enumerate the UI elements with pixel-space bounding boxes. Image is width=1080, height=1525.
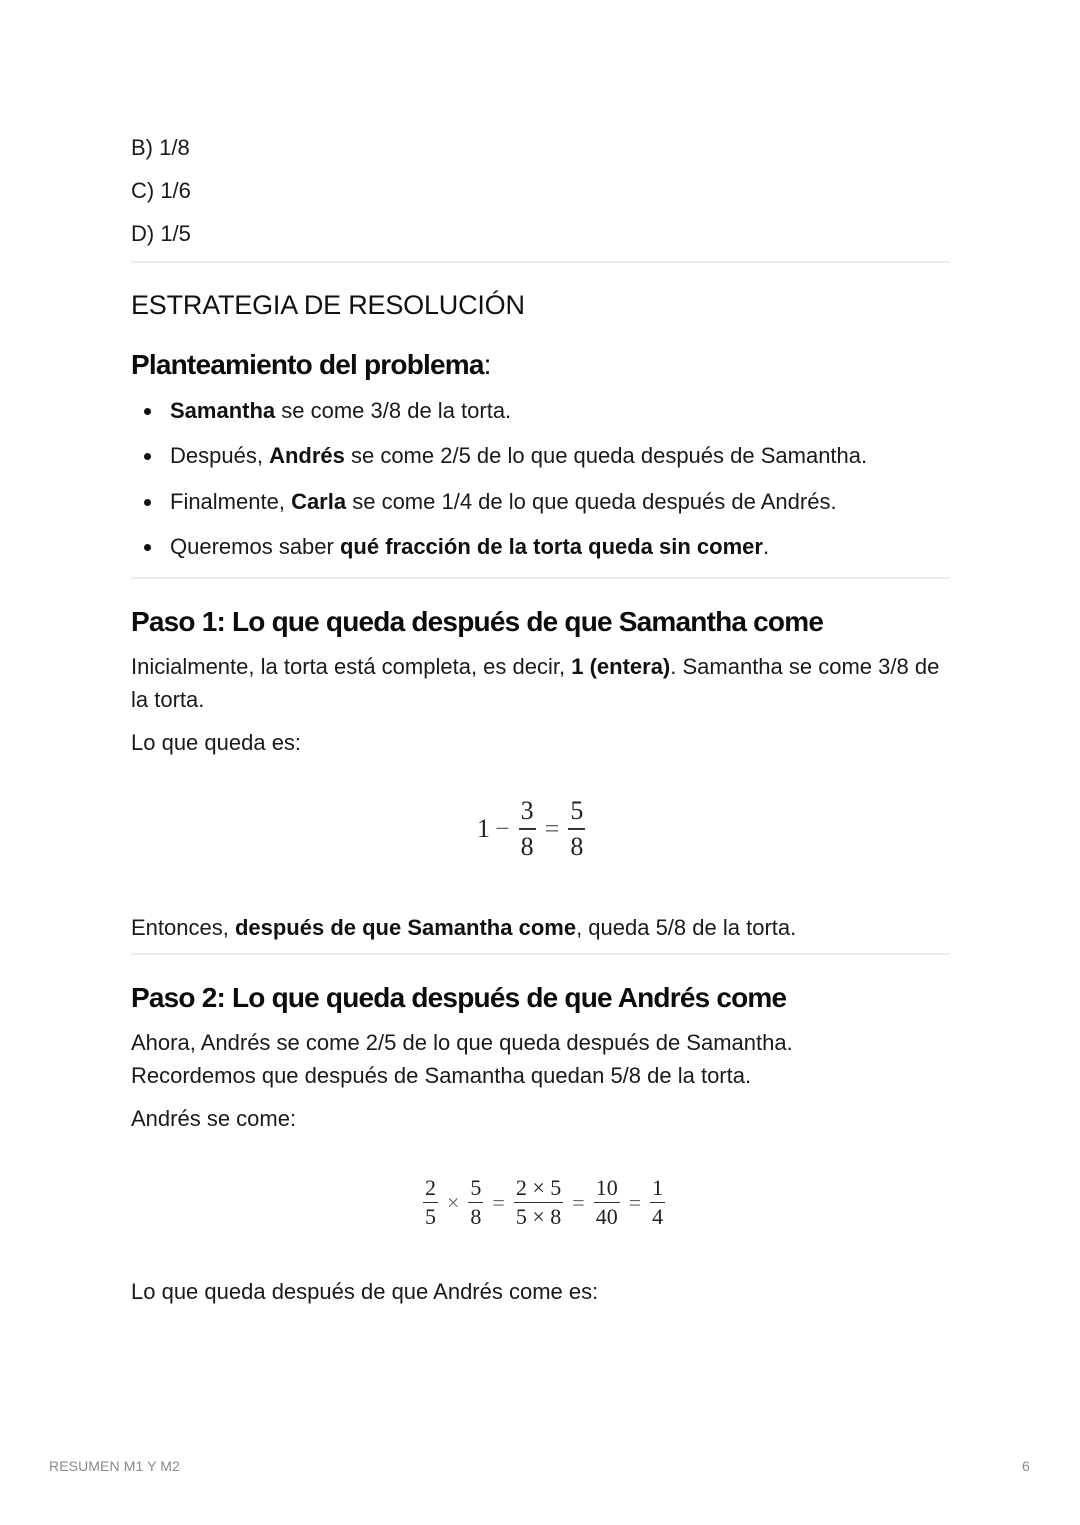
step2-remaining-lead-in: Lo que queda después de que Andrés come es:	[131, 1279, 599, 1304]
divider	[131, 953, 950, 955]
problem-bullet-list	[131, 394, 867, 575]
bullet-text: Queremos saber	[170, 533, 340, 559]
step1-conclusion	[131, 911, 796, 944]
equals-sign: =	[628, 1189, 642, 1215]
fraction	[423, 1177, 438, 1228]
bullet-text: Finalmente,	[170, 488, 292, 514]
bullet-item	[131, 394, 867, 439]
denominator: 40	[595, 1204, 618, 1230]
step2-paragraph-line-2: Recordemos que después de Samantha quedan 5/8 de la torta.	[131, 1063, 752, 1088]
equation-step-2	[419, 1177, 669, 1228]
fraction-bar	[468, 1202, 483, 1203]
footer-page-number: 6	[1022, 1458, 1030, 1474]
bullet-text: se come 3/8 de la torta.	[275, 398, 512, 423]
text: . Samantha se come 3/8 de la torta.	[131, 654, 940, 712]
heading-step-2: Paso 2: Lo que queda después de que Andrés come	[131, 982, 787, 1013]
times-sign: ×	[447, 1189, 460, 1215]
bullet-item	[131, 439, 867, 484]
equals-sign: =	[572, 1189, 585, 1215]
bullet-item	[131, 530, 867, 575]
fraction-bar	[650, 1202, 665, 1203]
fraction-bar	[594, 1202, 620, 1203]
bullet-bold: Andrés	[269, 443, 345, 469]
denominator: 8	[570, 831, 584, 861]
equation-step-1	[477, 798, 589, 860]
bullet-bold: Carla	[291, 488, 347, 514]
fraction	[650, 1177, 665, 1228]
fraction	[468, 1177, 483, 1228]
bullet-item	[131, 485, 867, 530]
heading-colon: :	[483, 349, 491, 380]
bullet-bold: qué fracción de la torta queda sin comer	[339, 533, 763, 559]
step2-paragraph-line-1: Ahora, Andrés se come 2/5 de lo que queda después de Samantha.	[131, 1030, 793, 1055]
denominator: 8	[470, 1204, 482, 1230]
section-title-strategy: ESTRATEGIA DE RESOLUCIÓN	[131, 290, 525, 320]
bullet-text: se come 1/4 de lo que queda después de Andrés.	[346, 488, 837, 514]
denominator: 4	[652, 1204, 664, 1230]
numerator: 2	[425, 1175, 436, 1200]
text: Inicialmente, la torta está completa, es decir,	[131, 654, 572, 679]
option-d: D) 1/5	[131, 221, 191, 246]
denominator: 5 × 8	[515, 1204, 562, 1230]
equals-sign: =	[544, 813, 560, 843]
equals-sign: =	[492, 1189, 505, 1215]
fraction-bar	[514, 1202, 563, 1203]
fraction	[514, 1177, 563, 1228]
numerator: 10	[595, 1175, 618, 1200]
bold-text: 1 (entera)	[571, 654, 671, 679]
step1-paragraph	[131, 650, 950, 716]
divider	[131, 577, 950, 579]
minus-sign: −	[495, 813, 510, 843]
fraction	[568, 798, 585, 860]
bullet-text: .	[762, 533, 770, 559]
bullet-text: se come 2/5 de lo que queda después de Samantha.	[344, 443, 868, 469]
numerator: 5	[570, 796, 584, 825]
heading-text: Planteamiento del problema	[131, 349, 484, 380]
bullet-text: Después,	[170, 443, 270, 469]
fraction-bar	[568, 828, 585, 830]
divider	[131, 261, 950, 263]
numerator: 2 × 5	[515, 1175, 562, 1200]
bold-text: después de que Samantha come	[234, 915, 577, 940]
heading-problem-statement	[131, 347, 491, 383]
step2-lead-in: Andrés se come:	[131, 1106, 297, 1131]
option-c: C) 1/6	[131, 178, 191, 203]
step1-lead-in: Lo que queda es:	[131, 730, 302, 755]
text: Entonces,	[131, 915, 235, 940]
numerator: 5	[470, 1175, 482, 1200]
heading-step-1: Paso 1: Lo que queda después de que Samantha come	[131, 606, 824, 637]
option-b: B) 1/8	[131, 135, 190, 160]
text: , queda 5/8 de la torta.	[576, 915, 797, 940]
denominator: 8	[520, 831, 534, 861]
denominator: 5	[425, 1204, 436, 1230]
fraction	[594, 1177, 620, 1228]
footer-document-title: RESUMEN M1 Y M2	[49, 1458, 180, 1474]
math-number: 1	[477, 813, 490, 843]
numerator: 1	[652, 1175, 664, 1200]
fraction-bar	[519, 828, 536, 830]
fraction	[519, 798, 536, 860]
bullet-bold: Samantha	[170, 398, 276, 423]
numerator: 3	[520, 796, 534, 825]
fraction-bar	[423, 1202, 438, 1203]
